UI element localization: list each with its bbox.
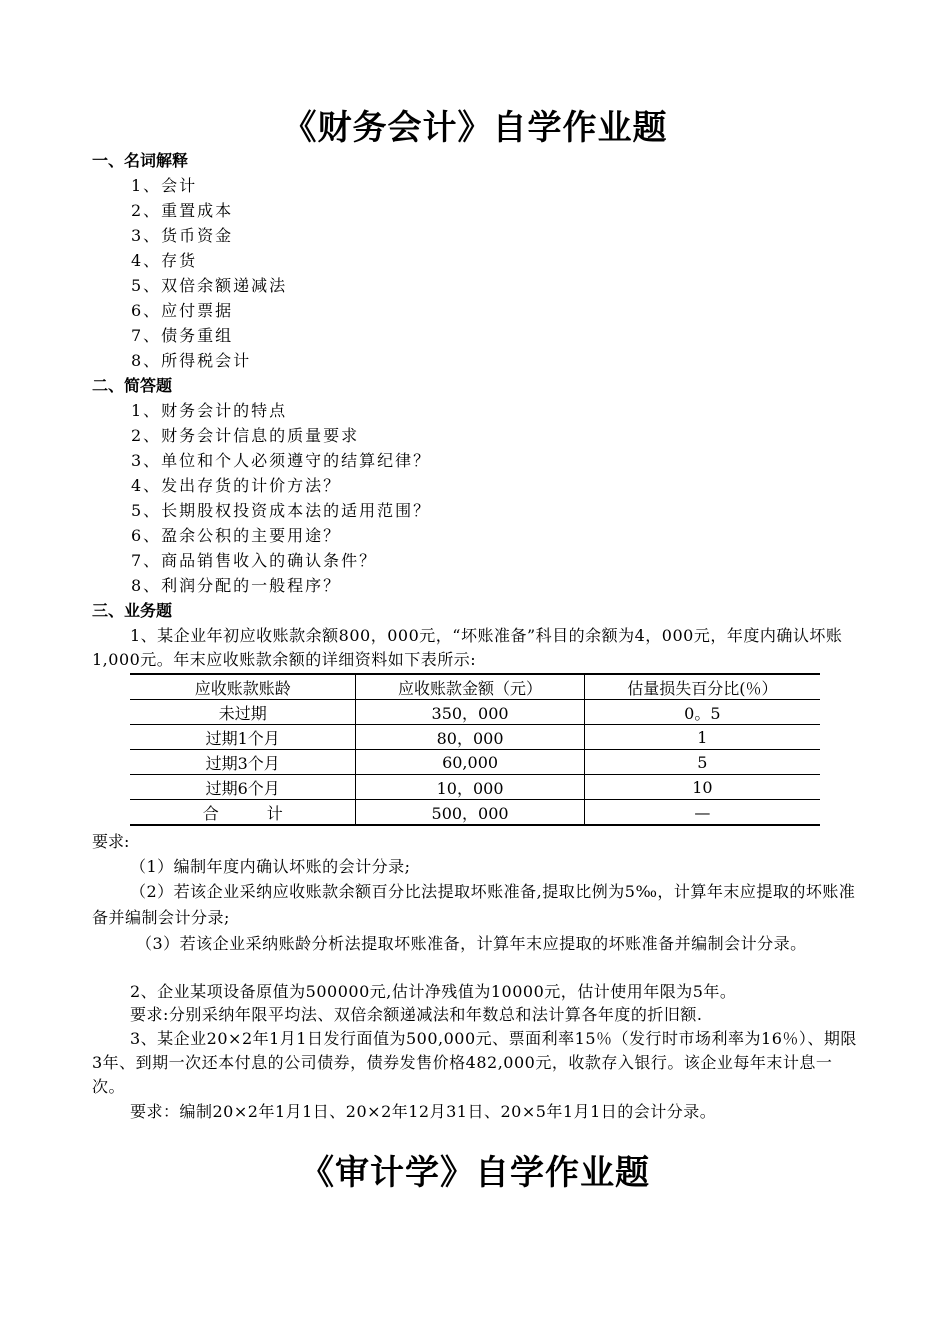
table-cell: 80，000 (356, 725, 584, 750)
term-item: 3、货币资金 (131, 226, 234, 245)
document-title: 《财务会计》自学作业题 (282, 108, 668, 148)
question-3-requirement: 要求：编制20×2年1月1日、20×2年12月31日、20×5年1月1日的会计分录。 (130, 1102, 717, 1121)
table-cell: 5 (584, 750, 820, 775)
table-cell: 0。5 (584, 700, 820, 725)
term-item: 5、双倍余额递减法 (131, 276, 288, 295)
question-item: 5、长期股权投资成本法的适用范围？ (131, 501, 432, 520)
table-cell: 过期3个月 (130, 750, 356, 775)
section-heading-terms: 一、名词解释 (92, 151, 189, 170)
table-cell: 10，000 (356, 775, 584, 800)
table-header-row (130, 674, 820, 700)
question-item: 8、利润分配的一般程序？ (131, 576, 342, 595)
term-item: 7、债务重组 (131, 326, 234, 345)
table-cell: 10 (584, 775, 820, 800)
requirement-1: （1）编制年度内确认坏账的会计分录; (130, 857, 411, 876)
table-row (130, 750, 820, 775)
table-total-row (130, 800, 820, 826)
table-cell: 1 (584, 725, 820, 750)
requirements-label: 要求: (92, 832, 130, 851)
table-cell: 合 计 (130, 800, 356, 826)
question-3-text: 3、某企业20×2年1月1日发行面值为500,000元、票面利率15％（发行时市场利率为16％）、期限3年、到期一次还本付息的公司债券，债券发售价格482,000元，收款存入银行。该企业每年末计息一次。 (92, 1029, 857, 1096)
table-cell: 500，000 (356, 800, 584, 826)
column-header: 估量损失百分比(％） (584, 674, 820, 700)
term-item: 8、所得税会计 (131, 351, 252, 370)
column-header: 应收账款账龄 (130, 674, 356, 700)
term-item: 1、会计 (131, 176, 198, 195)
term-item: 2、重置成本 (131, 201, 234, 220)
question-item: 6、盈余公积的主要用途？ (131, 526, 342, 545)
table-cell: 过期6个月 (130, 775, 356, 800)
requirement-3: （3）若该企业采纳账龄分析法提取坏账准备，计算年末应提取的坏账准备并编制会计分录。 (136, 934, 807, 953)
section-heading-short-answer: 二、简答题 (92, 376, 173, 395)
table-cell: 未过期 (130, 700, 356, 725)
question-item: 7、商品销售收入的确认条件？ (131, 551, 378, 570)
question-item: 4、发出存货的计价方法？ (131, 476, 342, 495)
table-cell: — (584, 800, 820, 826)
term-item: 6、应付票据 (131, 301, 234, 320)
table-row (130, 700, 820, 725)
table-cell: 60,000 (356, 750, 584, 775)
term-item: 4、存货 (131, 251, 198, 270)
receivables-table (130, 673, 820, 826)
table-row (130, 775, 820, 800)
table-row (130, 725, 820, 750)
question-2-text: 2、企业某项设备原值为500000元,估计净残值为10000元，估计使用年限为5年。 (130, 982, 737, 1001)
next-document-title: 《审计学》自学作业题 (300, 1153, 650, 1193)
section-heading-practice: 三、业务题 (92, 601, 173, 620)
column-header: 应收账款金额（元） (356, 674, 584, 700)
requirement-2: （2）若该企业采纳应收账款余额百分比法提取坏账准备,提取比例为5‰，计算年末应提取的坏账准备并编制会计分录; (92, 882, 856, 927)
table-cell: 350，000 (356, 700, 584, 725)
question-item: 1、财务会计的特点 (131, 401, 288, 420)
question-item: 2、财务会计信息的质量要求 (131, 426, 360, 445)
table-cell: 过期1个月 (130, 725, 356, 750)
question-1-text: 1、某企业年初应收账款余额800，000元，“坏账准备”科目的余额为4，000元，年度内确认坏账1,000元。年末应收账款余额的详细资料如下表所示: (92, 626, 843, 669)
question-2-requirement: 要求:分别采纳年限平均法、双倍余额递减法和年数总和法计算各年度的折旧额. (130, 1005, 703, 1024)
question-item: 3、单位和个人必须遵守的结算纪律？ (131, 451, 432, 470)
